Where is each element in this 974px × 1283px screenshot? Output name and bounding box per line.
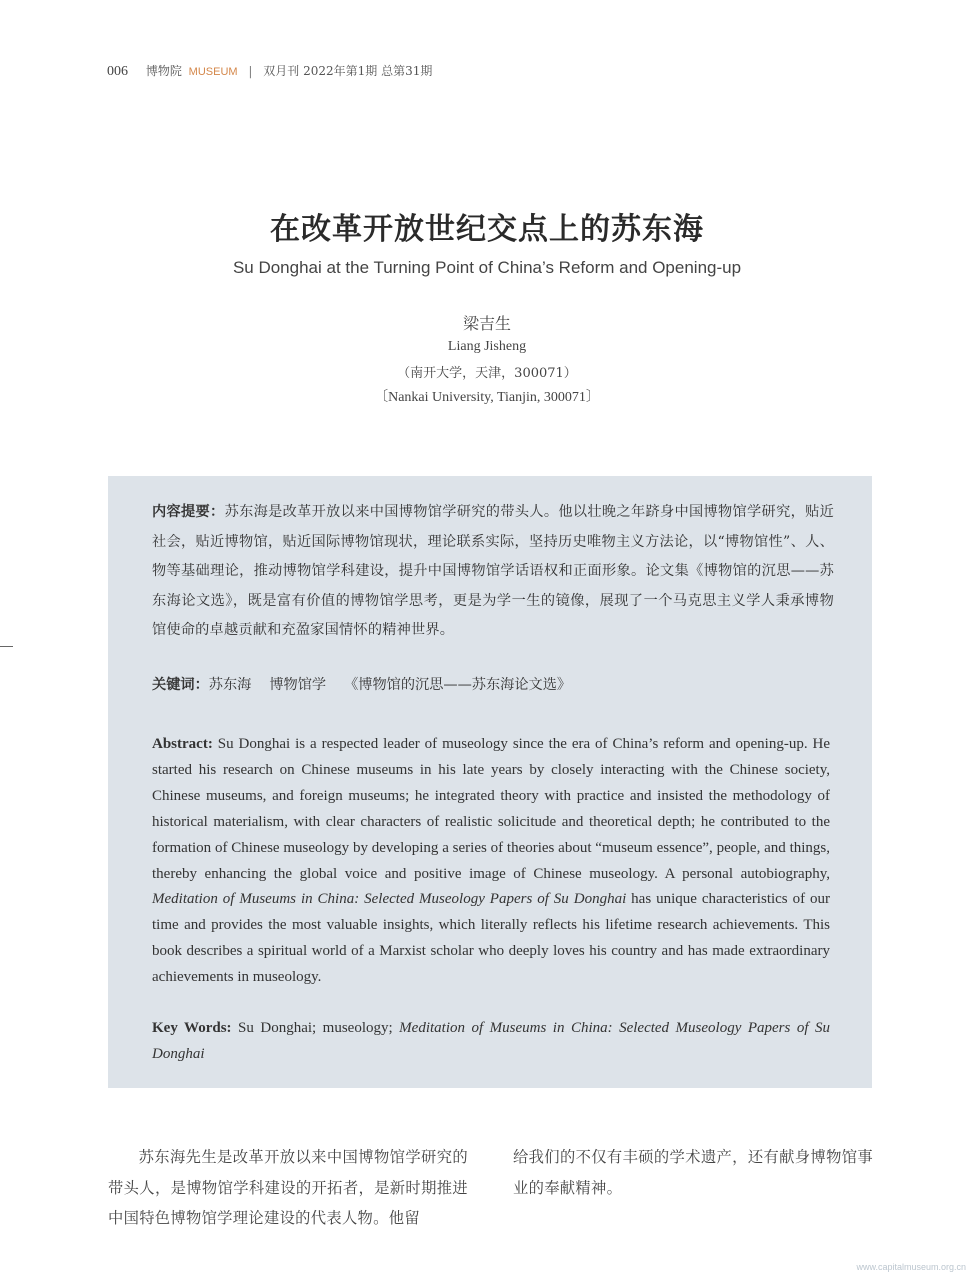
keywords-cn	[152, 673, 834, 697]
body-text-right-column: 给我们的不仅有丰硕的学术遗产，还有献身博物馆事业的奉献精神。	[513, 1148, 873, 1197]
journal-name-cn: 博物院	[145, 64, 182, 78]
abstract-cn-label: 内容提要：	[152, 504, 225, 520]
abstract-cn-text: 苏东海是改革开放以来中国博物馆学研究的带头人。他以壮晚之年跻身中国博物馆学研究，贴近社会，贴近博物馆，贴近国际博物馆现状，理论联系实际，坚持历史唯物主义方法论，以“博物馆性”、人、物等基础理论，推动博物馆学科建设，提升中国博物馆学话语权和正面形象。论文集《博物馆的沉思——苏东海论文选》，既是富有价值的博物馆学思考，更是为学一生的镜像，展现了一个马克思主义学人秉承博物馆使命的卓越贡献和充盈家国情怀的精神世界。	[152, 504, 834, 638]
margin-mark	[0, 646, 13, 647]
page-number: 006	[107, 64, 128, 79]
abstract-box	[108, 476, 872, 1088]
body-text-left-column: 苏东海先生是改革开放以来中国博物馆学研究的带头人，是博物馆学科建设的开拓者，是新时期推进中国特色博物馆学理论建设的代表人物。他留	[108, 1148, 468, 1227]
keyword-cn-item: 博物馆学	[269, 677, 327, 693]
title-cn: 在改革开放世纪交点上的苏东海	[270, 212, 704, 247]
keywords-en-label: Key Words:	[152, 1020, 232, 1036]
affiliation-en: 〔Nankai University, Tianjin, 300071〕	[374, 390, 600, 405]
affiliation-cn: （南开大学，天津，300071）	[397, 366, 577, 381]
watermark: www.capitalmuseum.org.cn	[856, 1262, 966, 1272]
author-name-cn: 梁吉生	[462, 314, 511, 333]
abstract-en-text: Su Donghai is a respected leader of museology since the era of China’s reform and opening-up. He started his research on Chinese museums in his late years by closely interacting with the Chinese society, Chinese museums, and foreign museums; he integrated theory with practice and insisted the methodology of historical materialism, with clear characters of realistic solicitude and theoretical depth; he contributed to the formation of Chinese museology by developing a series of theories about “museum essence”, people, and things, thereby enhancing the global voice and positive image of Chinese museology. A personal autobiography,	[152, 736, 830, 882]
journal-name-en: MUSEUM	[188, 66, 238, 78]
running-header	[107, 62, 432, 80]
header-separator: |	[248, 64, 253, 78]
abstract-en	[152, 732, 830, 991]
abstract-en-text-end: has unique characteristics of our time and provides the most valuable insights, which literally reflects his lifetime research achievements. This book describes a spiritual world of a Marxist scholar who deeply loves his country and has made extraordinary achievements in museology.	[152, 891, 830, 986]
keyword-cn-item: 《博物馆的沉思——苏东海论文选》	[344, 677, 572, 693]
abstract-cn	[152, 498, 834, 646]
abstract-en-book-title: Meditation of Museums in China: Selected Museology Papers of Su Donghai	[152, 891, 627, 908]
abstract-en-label: Abstract:	[152, 736, 213, 752]
keywords-en	[152, 1016, 830, 1068]
author-name-en: Liang Jisheng	[447, 339, 527, 354]
keyword-cn-item: 苏东海	[208, 677, 252, 693]
keywords-en-text: Su Donghai; museology;	[231, 1020, 400, 1036]
keywords-cn-label: 关键词：	[152, 677, 209, 693]
keywords-en-book-title: Meditation of Museums in China: Selected Museology Papers of Su Donghai	[152, 1020, 830, 1062]
title-en: Su Donghai at the Turning Point of China’s Reform and Opening-up	[232, 258, 742, 277]
issue-info: 双月刊 2022年第1期 总第31期	[263, 64, 433, 78]
